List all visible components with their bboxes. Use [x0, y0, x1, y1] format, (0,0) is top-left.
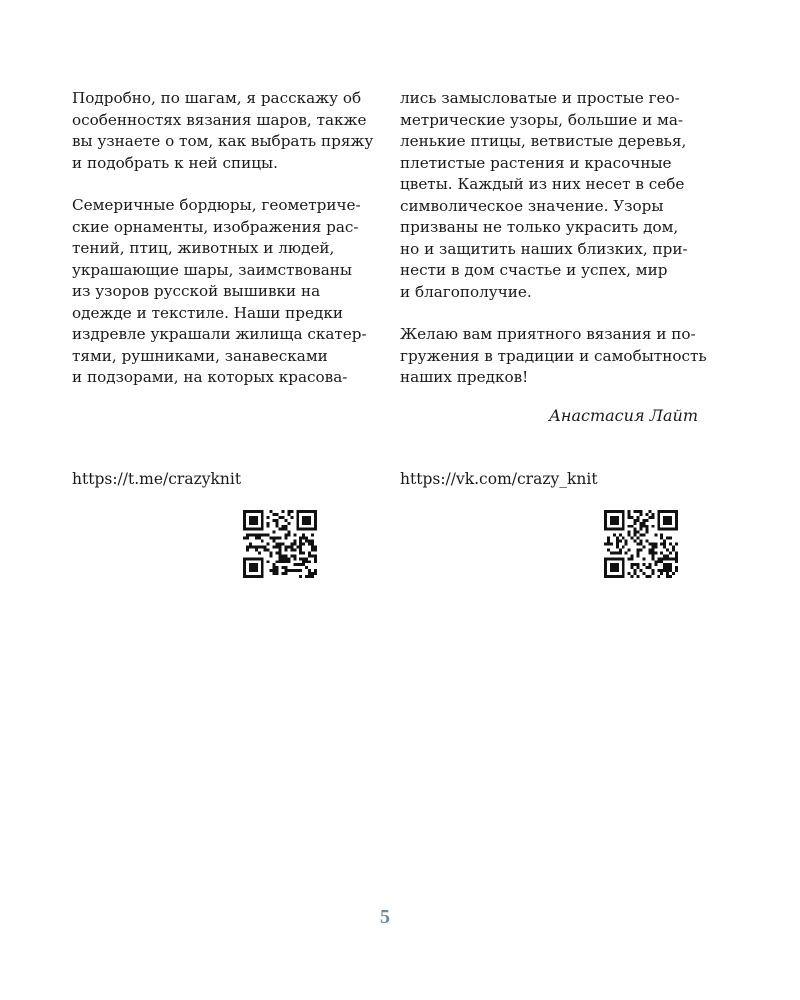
text-line: метрические узоры, большие и ма-	[400, 110, 684, 129]
text-line: Желаю вам приятного вязания и по-	[400, 325, 696, 343]
text-line: ленькие птицы, ветвистые деревья,	[400, 132, 687, 150]
text-line: призваны не только украсить дом,	[400, 218, 679, 236]
wishes-paragraph	[400, 324, 707, 389]
text-line: вы узнаете о том, как выбрать пряжу	[72, 132, 374, 150]
text-line: наших предков!	[400, 368, 529, 386]
text-line: и благополучие.	[400, 282, 532, 301]
right-column	[400, 88, 707, 389]
telegram-qr-code	[243, 510, 317, 578]
left-column	[72, 88, 372, 389]
author-signature: Анастасия Лайт	[548, 406, 698, 425]
text-line: издревле украшали жилища скатер-	[72, 325, 367, 343]
page-number: 5	[380, 906, 390, 928]
text-line: символическое значение. Узоры	[400, 196, 664, 215]
ornaments-paragraph	[72, 195, 372, 389]
intro-paragraph	[72, 88, 372, 174]
text-line: одежде и текстиле. Наши предки	[72, 303, 343, 322]
text-line: лись замысловатые и простые гео-	[400, 89, 680, 107]
text-line: Подробно, по шагам, я расскажу об	[72, 89, 362, 107]
text-line: и подзорами, на которых красова-	[72, 368, 348, 386]
continuation-paragraph	[400, 88, 700, 303]
text-line: из узоров русской вышивки на	[72, 282, 321, 300]
text-line: украшающие шары, заимствованы	[72, 260, 352, 279]
text-line: тями, рушниками, занавесками	[72, 346, 328, 365]
text-line: и подобрать к ней спицы.	[72, 153, 278, 172]
vk-qr-code	[604, 510, 678, 578]
text-line: гружения в традиции и самобытность	[400, 346, 707, 365]
text-line: тений, птиц, животных и людей,	[72, 239, 335, 257]
text-line: плетистые растения и красочные	[400, 153, 672, 172]
text-line: Семеричные бордюры, геометриче-	[72, 196, 361, 214]
text-line: ские орнаменты, изображения рас-	[72, 217, 359, 236]
text-line: цветы. Каждый из них несет в себе	[400, 175, 685, 193]
vk-link[interactable]: https://vk.com/crazy_knit	[400, 470, 598, 488]
text-line: но и защитить наших близких, при-	[400, 239, 688, 258]
text-line: особенностях вязания шаров, также	[72, 110, 367, 129]
telegram-link[interactable]: https://t.me/crazyknit	[72, 470, 242, 488]
text-line: нести в дом счастье и успех, мир	[400, 261, 668, 279]
